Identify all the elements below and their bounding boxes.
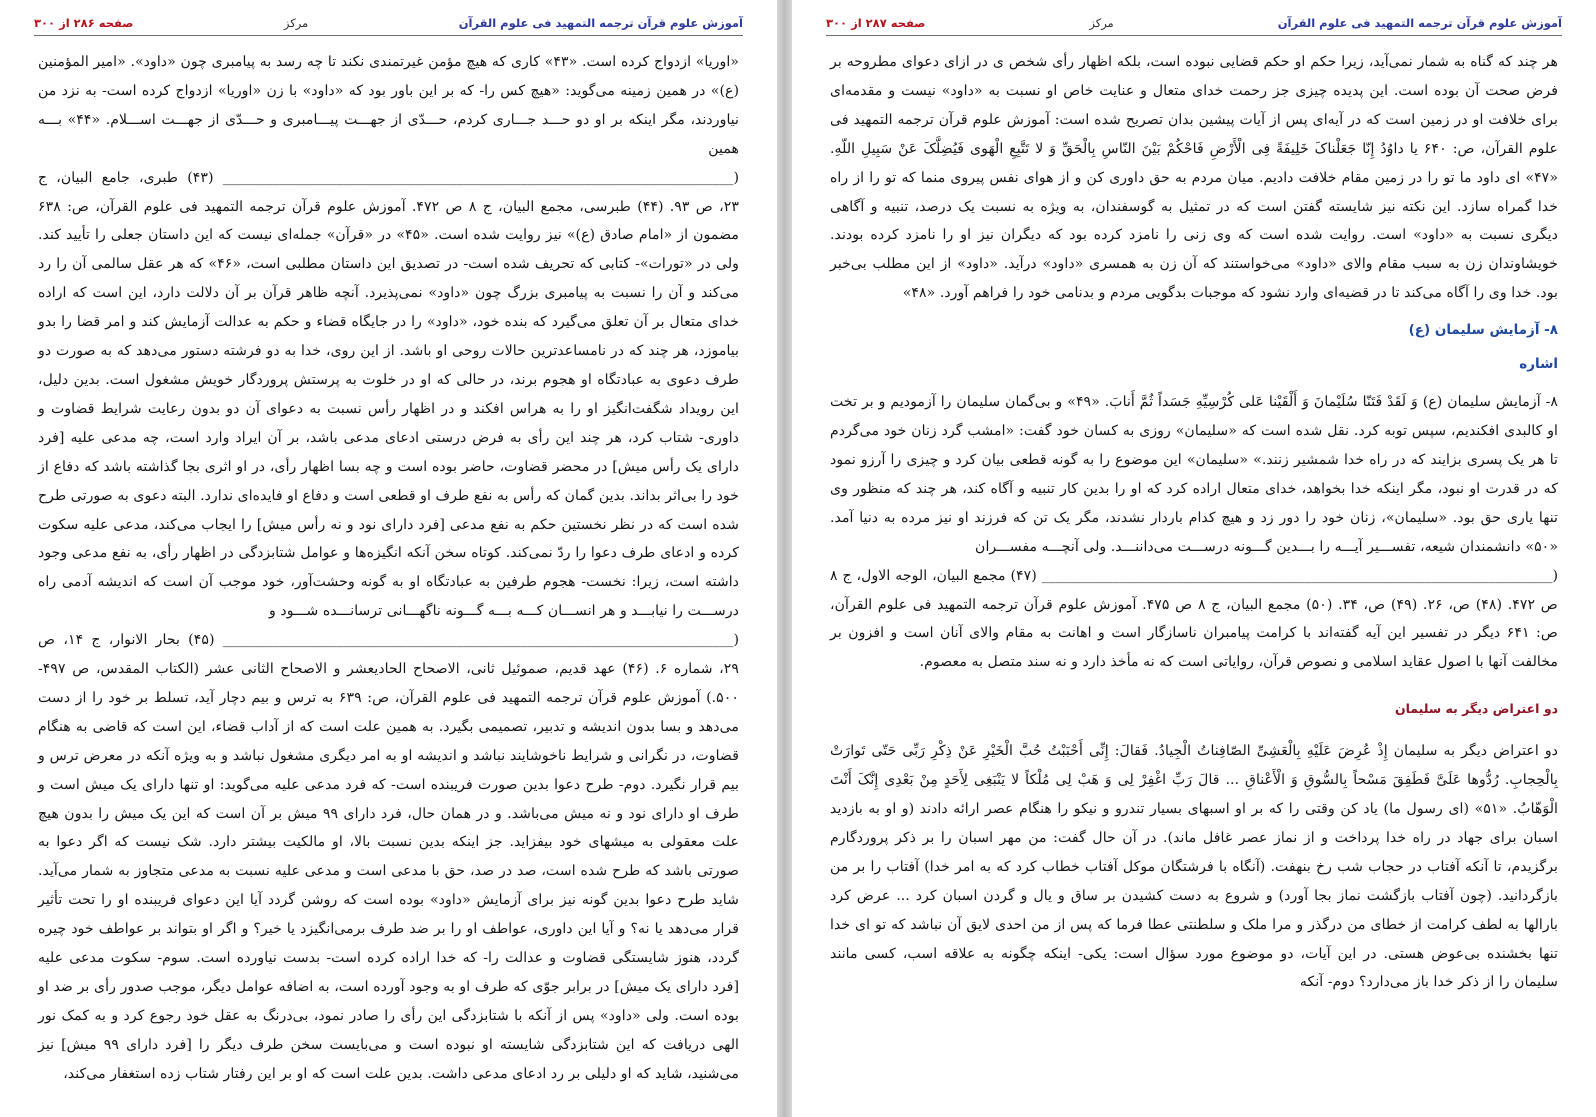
- page-body: [38, 48, 739, 1089]
- page-right: [792, 0, 1596, 1117]
- header-book-title: آموزش علوم قرآن ترجمه التمهید فی علوم القرآن: [1277, 16, 1562, 30]
- header-center-label: مرکز: [1089, 16, 1114, 30]
- header-page-number: صفحه ۲۸۷ از ۳۰۰: [826, 16, 926, 30]
- body-paragraph: ۸- آزمایش سلیمان (ع) وَ لَقَدْ فَتَنّا سُلَیْمانَ وَ أَلْقَیْنا عَلی کُرْسِیِّهِ جَسَداً ثُمَّ أَنابَ. «۴۹» و بی‌گمان سلیمان را آزمودیم و بر تخت او کالبدی افکندیم، سپس توبه کرد. نقل شده است که «سلیمان» روزی به کسان خود گفت: «امشب گرد زنان خود می‌گردم تا هر یک پسری بزایند که در راه خدا شمشیر زنند.» «سلیمان» این موضوع را به گونه قطعی بیان کرد و چیزی را آرزو نمود که در قدرت او نبود، مگر اینکه خدا بخواهد، خدای متعال اراده کرد که او را بدین کار تنبیه و آگاه کند، هر چند که منظور وی تنها یاری حق بود. «سلیمان»، زنان خود را دور زد و هیچ کدام باردار نشدند، مگر یک تن که فرزند او نیز مرده به دنیا آمد. «۵۰» دانشمندان شیعه، تفســـیر آیـــه را بـــدین گـــونه درســـت می‌داننـــد. ولی آنچـــه مفســـران: [830, 394, 1559, 555]
- section-heading: ۸- آزمایش سلیمان (ع): [1408, 322, 1558, 339]
- header-divider: [826, 35, 1562, 36]
- body-paragraph: (________________________________________________________________________ (۴۳) طبری، جامع البیان، ج ۲۳، ص ۹۳. (۴۴) طبرسی، مجمع البیان، ج ۸ ص ۴۷۲. آموزش علوم قرآن ترجمه التمهید فی علوم القرآن، ص: ۶۳۸ مضمون از «امام صادق (ع)» نیز روایت شده است. «۴۵» در «قرآن» جمله‌ای نیست که این داستان جعلی را تأیید کند. ولی در «تورات»- کتابی که تحریف شده است- در تصدیق این داستان مطلبی است، «۴۶» که هر عقل سالمی آن را رد می‌کند و آن را نسبت به پیامبری بزرگ چون «داود» نمی‌پذیرد. آنچه ظاهر قرآن بر آن دلالت دارد، این است که اراده خدای متعال بر آن تعلق می‌گیرد که بنده خود، «داود» را در جایگاه قضاء و حکم به عدالت آزمایش کند و امر قضا را بدو بیاموزد، هر چند که در نامساعدترین حالات روحی او باشد. از این روی، خدا به دو فرشته دستور می‌دهد که به صورت دو طرف دعوی به عبادتگاه او هجوم برند، در حالی که او در خلوت به پرستش پروردگار خویش مشغول است. بدین دلیل، این رویداد شگفت‌انگیز او را به هراس افکند و در اظهار رأس نسبت به دعوای آن دو بدون رعایت شرایط قضاوت و داوری- شتاب کرد، هر چند این رأی به فرض درستی ادعای مدعی باشد، بر آن ایراد وارد است، چه مدعی علیه [فرد دارای یک رأس میش] در محضر قضاوت، حاضر بوده است و چه بسا اظهار رأی، در او اثری بجا گذاشته باشد که دفاع از خود را بی‌اثر بداند. بدین گمان که رأس به نفع طرف او قطعی است و دفاع او فایده‌ای ندارد. البته دعوی به صورتی طرح شده است که در نظر نخستین حکم به نفع مدعی [فرد دارای نود و نه رأس میش] را ایجاب می‌کند، مدعی علیه سکوت کرده و ادعای طرف دعوا را ردّ نمی‌کند. کوتاه سخن آنکه انگیزه‌ها و عوامل شتابزدگی در اظهار رأی، به نفع مدعی وجود داشته است، زیرا: نخست- هجوم طرفین به عبادتگاه او به گونه وحشت‌آور، خود موجب آن است که اندیشه آدمی راه درســـت را نیابـــد و هر انســـان کـــه بـــه گـــونه ناگهـــانی ترسانـــده شـــود و: [38, 169, 739, 620]
- topic-heading: دو اعتراض دیگر به سلیمان: [1394, 701, 1558, 717]
- page-header: [826, 14, 1562, 32]
- body-paragraph: (________________________________________________________________________ (۴۵) بحار الانوار، ج ۱۴، ص ۲۹، شماره ۶. (۴۶) عهد قدیم، صموئیل ثانی، الاصحاح الحادیعشر و الاصحاح الثانی عشر (الکتاب المقدس، ص ۴۹۷- ۵۰۰.) آموزش علوم قرآن ترجمه التمهید فی علوم القرآن، ص: ۶۳۹ به ترس و بیم دچار آید، تسلط بر خود را از دست می‌دهد و بسا بدون اندیشه و تدبیر، تصمیمی بگیرد. به همین علت است که از آداب قضاء، این است که قاضی به هنگام قضاوت، در نگرانی و شرایط ناخوشایند نباشد و اندیشه او به امر دیگری مشغول نباشد و به ویژه آنکه در معرض ترس و بیم قرار نگیرد. دوم- طرح دعوا بدین صورت فریبنده است- که فرد مدعی علیه می‌گوید: او تنها دارای یک میش است و طرف او دارای نود و نه میش می‌باشد. و در همان حال، فرد دارای ۹۹ میش بر آن است که این یک میش را بدون هیچ علت معقولی به میشهای خود بیفزاید. جز اینکه بدین نسبت بالا، او مالکیت بیشتر دارد. شک نیست که اگر دعوا به صورتی باشد که طرح شده است، صد در صد، حق با مدعی است و مدعی علیه نسبت به مدعی متجاوز به شمار می‌آید. شاید طرح دعوا بدین گونه نیز برای آزمایش «داود» بوده است که روشن گردد آیا این دعوای فریبنده او را تحت تأثیر قرار می‌دهد یا نه؟ و آیا این داوری، عواطف او را بر ضد طرف برمی‌انگیزد یا خیر؟ و اگر او بتواند بر عواطف خود چیره گردد، هنوز شایستگی قضاوت و عدالت را- که خدا اراده کرده است- بدست نیاورده است. سوم- سکوت مدعی علیه [فرد دارای یک میش] در برابر جوّی که طرف او به وجود آورده است، به اضافه عوامل دیگر، موجب صدور رأی بر ضد او بوده است. ولی «داود» پس از آنکه با شتابزدگی این رأی را صادر نمود، بی‌درنگ به عقل خود رجوع کرد و به کمک نور الهی دریافت که این شتابزدگی شایسته او نبوده است و می‌بایست سخن طرف دیگر را [فرد دارای ۹۹ میش] نیز می‌شنید، شاید که او دلیلی بر رد ادعای مدعی داشت. بدین علت است که او بر این رفتار شتاب زده استغفار می‌کند،: [38, 632, 740, 1082]
- page-header: [34, 14, 743, 32]
- body-paragraph: (________________________________________________________________________ (۴۷) مجمع البیان، الوجه الاول، ج ۸ ص ۴۷۲. (۴۸) ص، ۲۶. (۴۹) ص، ۳۴. (۵۰) مجمع البیان، ج ۸ ص ۴۷۵. آموزش علوم قرآن ترجمه التمهید فی علوم القرآن، ص: ۶۴۱ دیگر در تفسیر این آیه گفته‌اند با کرامت پیامبران ناسازگار است و اهانت به مقام والای آنان است و افزون بر مخالفت آنها با اصول عقاید اسلامی و نصوص قرآن، روایاتی است که نه مأخذ دارد و نه سند متصل به معصوم.: [830, 567, 1558, 671]
- header-book-title: آموزش علوم قرآن ترجمه التمهید فی علوم القرآن: [458, 16, 743, 30]
- body-paragraph: هر چند که گناه به شمار نمی‌آید، زیرا حکم او حکم قضایی نبوده است، بلکه اظهار رأی شخص ی در ازای دعوای مطروحه بر فرض صحت آن بوده است. این پدیده چیزی جز رحمت خدای متعال و عنایت خاص او نسبت به «داود» نیست و مقدمه‌ای برای خلافت او در زمین است که در آیه‌ای پس از آیات پیشین بدان تصریح شده است: آموزش علوم قرآن ترجمه التمهید فی علوم القرآن، ص: ۶۴۰ یا داوُدُ إِنّا جَعَلْناکَ خَلِیفَةً فِی الْأَرْضِ فَاحْکُمْ بَیْنَ النّاسِ بِالْحَقِّ وَ لا تَتَّبِعِ الْهَوی فَیُضِلَّکَ عَنْ سَبِیلِ اللّهِ. «۴۷» ای داود ما تو را در زمین مقام خلافت دادیم. میان مردم به حق داوری کن و از هوای نفس پیروی منما که تو را از راه خدا گمراه سازد. این نکته نیز شایسته گفتن است که در تمثیل به گوسفندان، به ویژه به نسبت یک درصد، تنبیه و آگاهی دیگری نسبت به «داود» است. روایت شده است که وی زنی را نامزد کرده بود که دیگران نیز او را نامزد کرده بودند. خویشاوندان زن به سبب مقام والای «داود» می‌خواستند که آن زن به همسری «داود» درآید. «داود» از این مطلب بی‌خبر بود. خدا وی را آگاه می‌کند تا در قضیه‌ای وارد نشود که موجبات بدگویی مردم و بدنامی خود را فراهم آورد. «۴۸»: [830, 54, 1559, 302]
- page-left: [0, 0, 777, 1117]
- header-center-label: مرکز: [283, 16, 309, 30]
- body-paragraph: دو اعتراض دیگر به سلیمان إِذْ عُرِضَ عَلَیْهِ بِالْعَشِیِّ الصّافِناتُ الْجِیادُ. فَقالَ: إِنِّی أَحْبَبْتُ حُبَّ الْخَیْرِ عَنْ ذِکْرِ رَبِّی حَتّی تَوارَتْ بِالْحِجابِ. رُدُّوها عَلَیَّ فَطَفِقَ مَسْحاً بِالسُّوقِ وَ الْأَعْناقِ ... قالَ رَبِّ اغْفِرْ لِی وَ هَبْ لِی مُلْکاً لا یَنْبَغِی لِأَحَدٍ مِنْ بَعْدِی إِنَّکَ أَنْتَ الْوَهّابُ. «۵۱» (ای رسول ما) یاد کن وقتی را که بر او اسبهای بسیار تندرو و نیکو را هنگام عصر ارائه دادند (و او به بازدید اسبان برای جهاد در راه خدا پرداخت و از نماز عصر غافل ماند). در آن حال گفت: من مهر اسبان را بر ذکر پروردگارم برگزیدم، تا آنکه آفتاب در حجاب شب رخ بنهفت. (آنگاه با فرشتگان موکل آفتاب خطاب کرد که به امر خدا) آفتاب را بر من بازگردانید. (چون آفتاب بازگشت نماز بجا آورد) و شروع به دست کشیدن بر ساق و یال و گردن اسبان کرد ... عرض کرد بارالها به لطف کرامت از خطای من درگذر و مرا ملک و سلطنتی عطا فرما که پس از من احدی لایق آن نباشد که تو ای خدا تنها بخشنده بی‌عوض هستی. در این آیات، دو موضوع مورد سؤال است: یکی- اینکه چگونه به علاقه اسب، کسی مانند سلیمان را از ذکر خدا باز می‌دارد؟ دوم- آنکه: [830, 743, 1558, 991]
- subsection-heading: اشاره: [1519, 356, 1558, 373]
- header-page-number: صفحه ۲۸۶ از ۳۰۰: [34, 16, 134, 30]
- header-divider: [34, 35, 743, 36]
- page-gutter: [777, 0, 792, 1117]
- page-body: [830, 48, 1558, 997]
- body-paragraph: «اوریا» ازدواج کرده است. «۴۳» کاری که هیچ مؤمن غیرتمندی نکند تا چه رسد به پیامبری چون «داود». «امیر المؤمنین (ع)» در همین زمینه می‌گوید: «هیچ کس را- که بر این باور بود که «داود» با زن «اوریا» ازدواج کرده است- به نزد من نیاوردند، مگر اینکه بر او دو حـــد جـــاری کردم، حـــدّی از جهـــت پیـــامبری و حـــدّی از جهـــت اســـلام. «۴۴» بـــه همین: [38, 54, 740, 157]
